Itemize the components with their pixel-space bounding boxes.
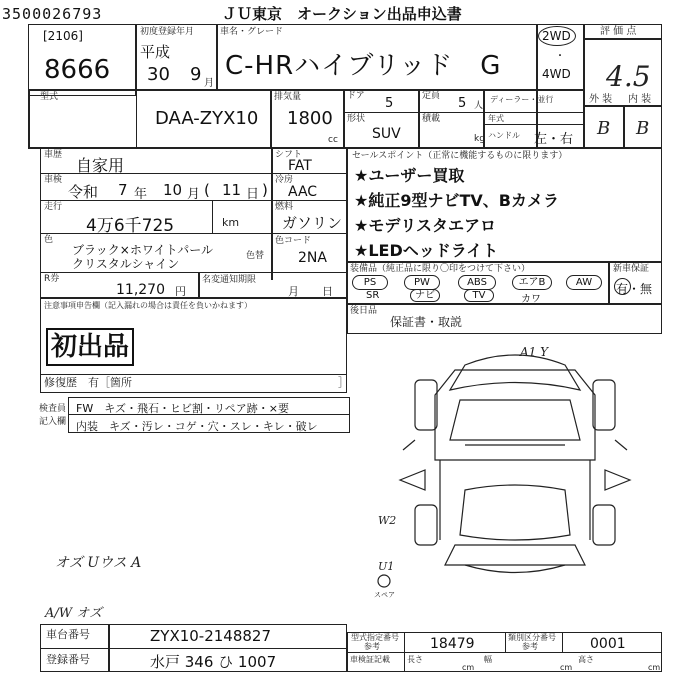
auction-title: ＪＵ東京 オークション出品申込書 [222, 5, 462, 23]
color-value-line1: ブラック×ホワイトパール [72, 243, 213, 257]
equipment-sr: SR [366, 290, 380, 301]
repair-history-value: 有［箇所 [88, 376, 132, 389]
code-bracket: [2106] [43, 29, 83, 43]
equipment-abs: ABS [458, 275, 496, 290]
color-code-value: 2NA [298, 250, 327, 266]
first-registration-month-unit: 月 [204, 78, 214, 89]
handwriting-w2: W2 [378, 514, 397, 527]
spare-tire-diagram [376, 573, 392, 589]
equipment-pw: PW [404, 275, 440, 290]
interior-label: 内 装 [628, 94, 652, 105]
capacity-value: 5 [458, 96, 467, 111]
inspection-era: 令和 [68, 183, 99, 201]
name-change-month-unit: 月 [288, 285, 299, 298]
evaluation-score: 4.5 [606, 60, 651, 93]
spare-label: スペア [374, 591, 395, 599]
equipment-leather: カワ [521, 294, 541, 305]
color-change-label: 色替 [246, 251, 265, 261]
recycle-value: 11,270 [116, 282, 165, 298]
sales-point-4: ★LEDヘッドライト [354, 241, 499, 260]
inspection-day-close: ) [262, 181, 268, 199]
recycle-unit: 円 [175, 285, 186, 298]
shift-label: シフト [275, 150, 303, 160]
inspector-notes-label: 後日品 [350, 306, 378, 316]
interior-grade: B [636, 118, 650, 139]
displacement-value: 1800 [287, 108, 333, 129]
equipment-ps: PS [352, 275, 388, 290]
car-damage-diagram [395, 340, 635, 610]
check-row-label-2: 記入欄 [39, 417, 67, 427]
color-value-line2: クリスタルシャイン [72, 257, 180, 271]
model-year-label: 年式 [488, 114, 504, 123]
dealer-label: ディーラー・並行 [490, 95, 554, 104]
color-label: 色 [44, 235, 54, 245]
first-registration-month: 9 [190, 64, 202, 85]
length-label: 長さ [407, 655, 423, 664]
equipment-airbag: エアB [512, 275, 552, 290]
handle-label: ハンドル [488, 131, 520, 140]
chassis-label: 車台番号 [46, 628, 90, 641]
first-registration-label: 初度登録年月 [140, 27, 195, 37]
equipment-label: 装備品（純正品に限り〇印をつけて下さい） [350, 264, 531, 274]
sales-point-3: ★モデリスタエアロ [354, 216, 497, 235]
mileage-unit: km [222, 216, 240, 229]
color-code-label: 色コード [275, 236, 312, 246]
equipment-navi: ナビ [410, 289, 440, 302]
model-code-value: DAA-ZYX10 [155, 108, 259, 129]
load-label: 積載 [422, 114, 441, 124]
shift-value: FAT [288, 158, 312, 174]
fuel-value: ガソリン [282, 214, 343, 232]
class-number-label: 類別区分番号 [508, 633, 556, 642]
usage-value: 自家用 [76, 156, 125, 175]
barcode-number: 3500026793 [2, 5, 103, 23]
equipment-aw: AW [566, 275, 602, 290]
check-row-1: FW キズ・飛石・ヒビ割・リペア跡・×要 [76, 402, 289, 415]
check-row-label-1: 検査員 [39, 404, 67, 414]
handwriting-u1: U1 [378, 560, 395, 573]
plate-label: 登録番号 [46, 653, 90, 666]
sales-point-2: ★純正9型ナビTV、Bカメラ [354, 191, 559, 210]
two-wd-label: 2WD [542, 29, 571, 43]
class-number-value: 0001 [590, 636, 626, 652]
height-unit: cm [648, 663, 661, 672]
inspection-day: 11 [222, 181, 242, 199]
dimensions-label: 車検証記載 [350, 655, 390, 664]
sales-points-label: セールスポイント（正常に機能するものに限ります） [352, 151, 568, 161]
name-change-label: 名変通知期限 [202, 275, 257, 285]
handwriting-top-mark: A1 Y [520, 345, 549, 359]
handwriting-bottom-note: A/W オズ [45, 606, 103, 621]
check-row-2: 内装 キズ・汚レ・コゲ・穴・スレ・キレ・破レ [76, 420, 318, 433]
fuel-label: 燃料 [275, 202, 294, 212]
load-unit: kg [474, 134, 485, 144]
length-unit: cm [462, 663, 475, 672]
car-name-label: 車名・グレード [220, 27, 284, 37]
four-wd-label: 4WD [542, 67, 571, 81]
evaluation-label: 評 価 点 [600, 26, 637, 37]
capacity-unit: 人 [474, 101, 484, 111]
equipment-tv: TV [464, 289, 494, 302]
doors-value: 5 [385, 96, 394, 111]
inspector-notes-value: 保証書・取説 [390, 315, 463, 329]
inspection-month-unit: 月 [187, 187, 201, 202]
inspection-month: 10 [163, 181, 183, 199]
usage-label: 車歴 [44, 150, 63, 160]
new-car-warranty-label: 新車保証 [613, 264, 650, 274]
recycle-label: R券 [44, 274, 60, 284]
height-label: 高さ [578, 655, 594, 664]
exterior-label: 外 装 [589, 94, 613, 105]
doors-label: ドア [347, 91, 365, 101]
exterior-grade: B [597, 118, 611, 139]
chassis-value: ZYX10-2148827 [150, 627, 272, 645]
inspection-day-open: ( [204, 181, 210, 199]
aircon-value: AAC [288, 184, 318, 200]
mileage-label: 走行 [44, 202, 63, 212]
first-registration-era: 平成 [140, 43, 171, 61]
notes-label: 注意事項申告欄（記入漏れの場合は責任を負いかねます） [44, 301, 252, 310]
handwriting-left-note: オズ Uウス A [55, 555, 142, 571]
first-registration-year: 30 [147, 64, 170, 85]
type-designation-value: 18479 [430, 636, 475, 652]
drive-separator: ・ [555, 51, 565, 62]
repair-history-label: 修復歴 [44, 376, 77, 389]
type-designation-label: 型式指定番号 [351, 633, 399, 642]
displacement-label: 排気量 [274, 92, 302, 102]
repair-history-close: ］ [338, 376, 349, 389]
mileage-value: 4万6千725 [86, 216, 175, 236]
width-label: 幅 [484, 655, 492, 664]
car-name-value: C-HRハイブリッド G [225, 51, 502, 81]
width-unit: cm [560, 663, 573, 672]
capacity-label: 定員 [422, 91, 441, 101]
inspection-label: 車検 [44, 175, 63, 185]
inspection-year: 7 [118, 181, 128, 199]
lot-number: 8666 [44, 55, 111, 85]
plate-value: 水戸 346 ひ 1007 [150, 653, 277, 671]
handle-value: 左・右 [534, 132, 574, 147]
displacement-unit: cc [328, 135, 338, 145]
first-listing-stamp: 初出品 [46, 328, 134, 366]
body-shape-label: 形状 [347, 114, 366, 124]
inspection-day-unit: 日 [246, 187, 260, 202]
body-shape-value: SUV [372, 126, 401, 142]
new-car-warranty-value: 有・無 [616, 282, 653, 296]
aircon-label: 冷房 [275, 175, 294, 185]
model-code-label: 型式 [40, 92, 59, 102]
name-change-day-unit: 日 [322, 285, 333, 298]
sales-point-1: ★ユーザー買取 [354, 166, 465, 185]
type-designation-sub: 参考 [364, 642, 380, 651]
inspection-year-unit: 年 [134, 187, 148, 202]
class-number-sub: 参考 [522, 642, 538, 651]
